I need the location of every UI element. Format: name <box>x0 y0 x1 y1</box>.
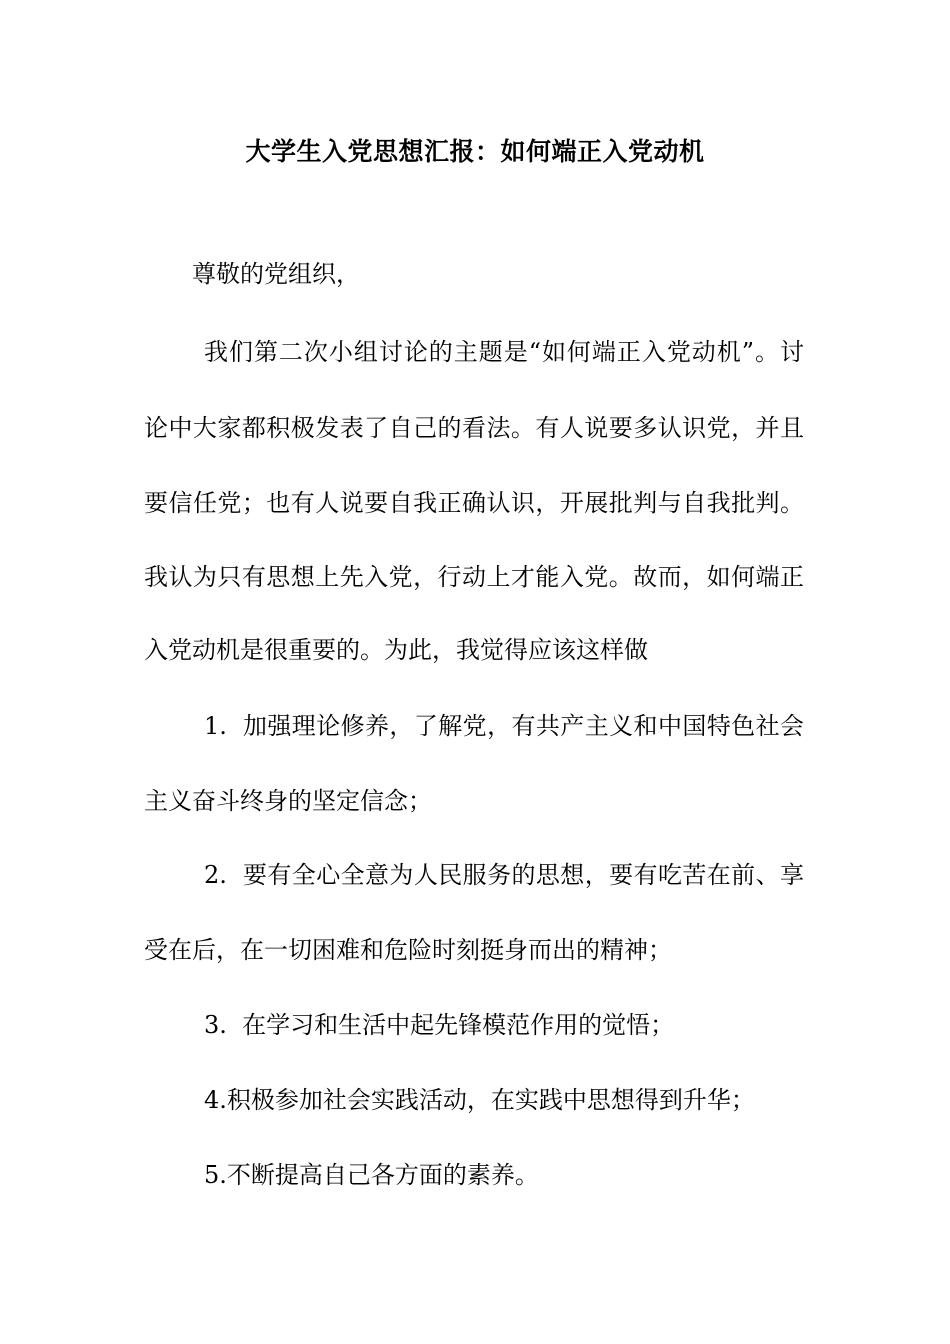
salutation: 尊敬的党组织， <box>192 260 360 288</box>
paragraph-line: 入党动机是很重要的。为此，我觉得应该这样做 <box>144 636 648 664</box>
list-item-line: 1. 加强理论修养，了解党，有共产主义和中国特色社会 <box>204 712 804 740</box>
list-item-line: 2. 要有全心全意为人民服务的思想，要有吃苦在前、享 <box>204 861 804 889</box>
paragraph-line: 论中大家都积极发表了自己的看法。有人说要多认识党，并且 <box>144 414 804 442</box>
paragraph-line: 我们第二次小组讨论的主题是“如何端正入党动机”。讨 <box>204 338 804 366</box>
list-item-line: 5.不断提高自己各方面的素养。 <box>204 1161 539 1189</box>
document-title: 大学生入党思想汇报：如何端正入党动机 <box>245 137 705 166</box>
list-item-line: 受在后，在一切困难和危险时刻挺身而出的精神； <box>144 936 672 964</box>
list-item-line: 3. 在学习和生活中起先锋模范作用的觉悟； <box>204 1011 675 1039</box>
list-item-line: 4.积极参加社会实践活动，在实践中思想得到升华； <box>204 1086 755 1114</box>
paragraph-line: 要信任党；也有人说要自我正确认识，开展批判与自我批判。 <box>144 489 804 517</box>
list-item-line: 主义奋斗终身的坚定信念； <box>144 787 432 815</box>
paragraph-line: 我认为只有思想上先入党，行动上才能入党。故而，如何端正 <box>144 563 804 591</box>
